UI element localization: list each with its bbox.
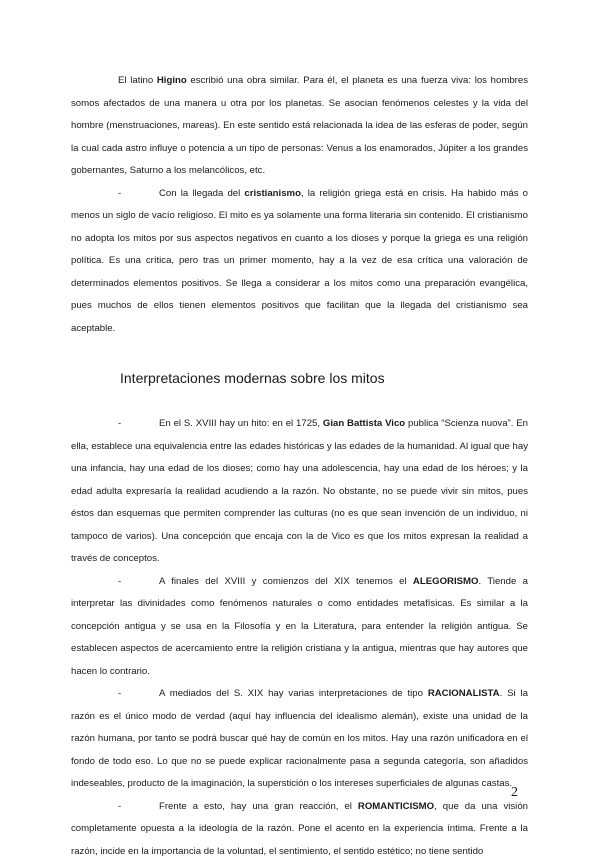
top-section [71, 70, 528, 340]
bottom-paragraph-2 [71, 571, 528, 684]
text-run: En el S. XVIII hay un hito: en el 1725, [159, 418, 323, 429]
list-dash: - [118, 413, 159, 436]
bold-term: ROMANTICISMO [358, 801, 434, 812]
bold-term: Higino [157, 75, 187, 86]
bottom-paragraph-3 [71, 683, 528, 796]
list-dash: - [118, 183, 159, 206]
list-dash: - [118, 683, 159, 706]
text-run: publica “Scienza nuova”. En ella, establece una equivalencia entre las edades históricas y las edades de la humanidad. Al igual que hay una infancia, hay una edad de los dioses; como hay una adolescencia, hay una edad de los héroes; y la edad adulta expresaría la realidad acudiendo a la razón. No obstante, no se puede vivir sin mitos, pues éstos dan esquemas que permiten comprender las culturas (no es que sean invención de un individuo, ni tampoco de varios). Una concepción que encaja con la de Vico es que los mitos expresan la realidad a través de conceptos. [71, 418, 528, 564]
bold-term: ALEGORISMO [413, 576, 479, 587]
bold-term: Gian Battista Vico [323, 418, 405, 429]
list-dash: - [118, 796, 159, 819]
text-run: . Tiende a interpretar las divinidades como fenómenos naturales o como entidades metafísicas. Es similar a la concepción antigua y se usa en la Filosofía y en la Literatura, para entender la religión antigua. Se establecen aspectos de acercamiento entre la religión cristiana y la antigua, mientras que hay autores que hacen lo contrario. [71, 576, 528, 677]
text-run: A finales del XVIII y comienzos del XIX tenemos el [159, 576, 413, 587]
text-run: El latino [118, 75, 157, 86]
top-paragraph-1 [71, 70, 528, 183]
text-run: . Si la razón es el único modo de verdad (aquí hay influencia del idealismo alemán), existe una unidad de la razón humana, por tanto se podrá buscar qué hay de común en los mitos. Hay una razón unificadora en el fondo de todo eso. Lo que no se puede explicar racionalmente pasa a segunda categoría, son añadidos indeseables, producto de la imaginación, la superstición o los intereses superficiales de algunas castas. [71, 688, 528, 789]
section-heading: Interpretaciones modernas sobre los mitos [120, 369, 528, 387]
text-run: Frente a esto, hay una gran reacción, el [159, 801, 358, 812]
text-run: , la religión griega está en crisis. Ha habido más o menos un siglo de vacío religioso. El mito es ya solamente una forma literaria sin contenido. El cristianismo no adopta los mitos por sus aspectos negativos en cuanto a los dioses y porque la griega es una religión política. Es una crítica, pero tras un primer momento, hay a la vez de esa crítica una valoración de determinados elementos positivos. Se llega a considerar a los mitos como una preparación evangélica, pues muchos de ellos tienen elementos positivos que facilitan que la llegada del cristianismo sea aceptable. [71, 188, 528, 334]
text-run: Con la llegada del [159, 188, 244, 199]
bottom-paragraph-4 [71, 796, 528, 863]
text-run: escribió una obra similar. Para él, el planeta es una fuerza viva: los hombres somos afectados de una manera u otra por los planetas. Se asocian fenómenos celestes y la vida del hombre (menstruaciones, mareas). En este sentido está relacionada la idea de las esferas de poder, según la cual cada astro influye o potencia a un tipo de personas: Venus a los enamorados, Júpiter a los grandes gobernantes, Saturno a los melancólicos, etc. [71, 75, 528, 176]
text-run: A mediados del S. XIX hay varias interpretaciones de tipo [159, 688, 428, 699]
top-paragraph-2 [71, 183, 528, 341]
page-number: 2 [511, 785, 518, 801]
bottom-paragraph-1 [71, 413, 528, 571]
text-run: , que da una visión completamente opuesta a la ideología de la razón. Pone el acento en la experiencia íntima. Frente a la razón, incide en la importancia de la voluntad, el sentimiento, el sentido estético; no tiene sentido [71, 801, 528, 857]
bold-term: RACIONALISTA [428, 688, 500, 699]
bottom-section [71, 413, 528, 863]
bold-term: cristianismo [244, 188, 301, 199]
list-dash: - [118, 571, 159, 594]
